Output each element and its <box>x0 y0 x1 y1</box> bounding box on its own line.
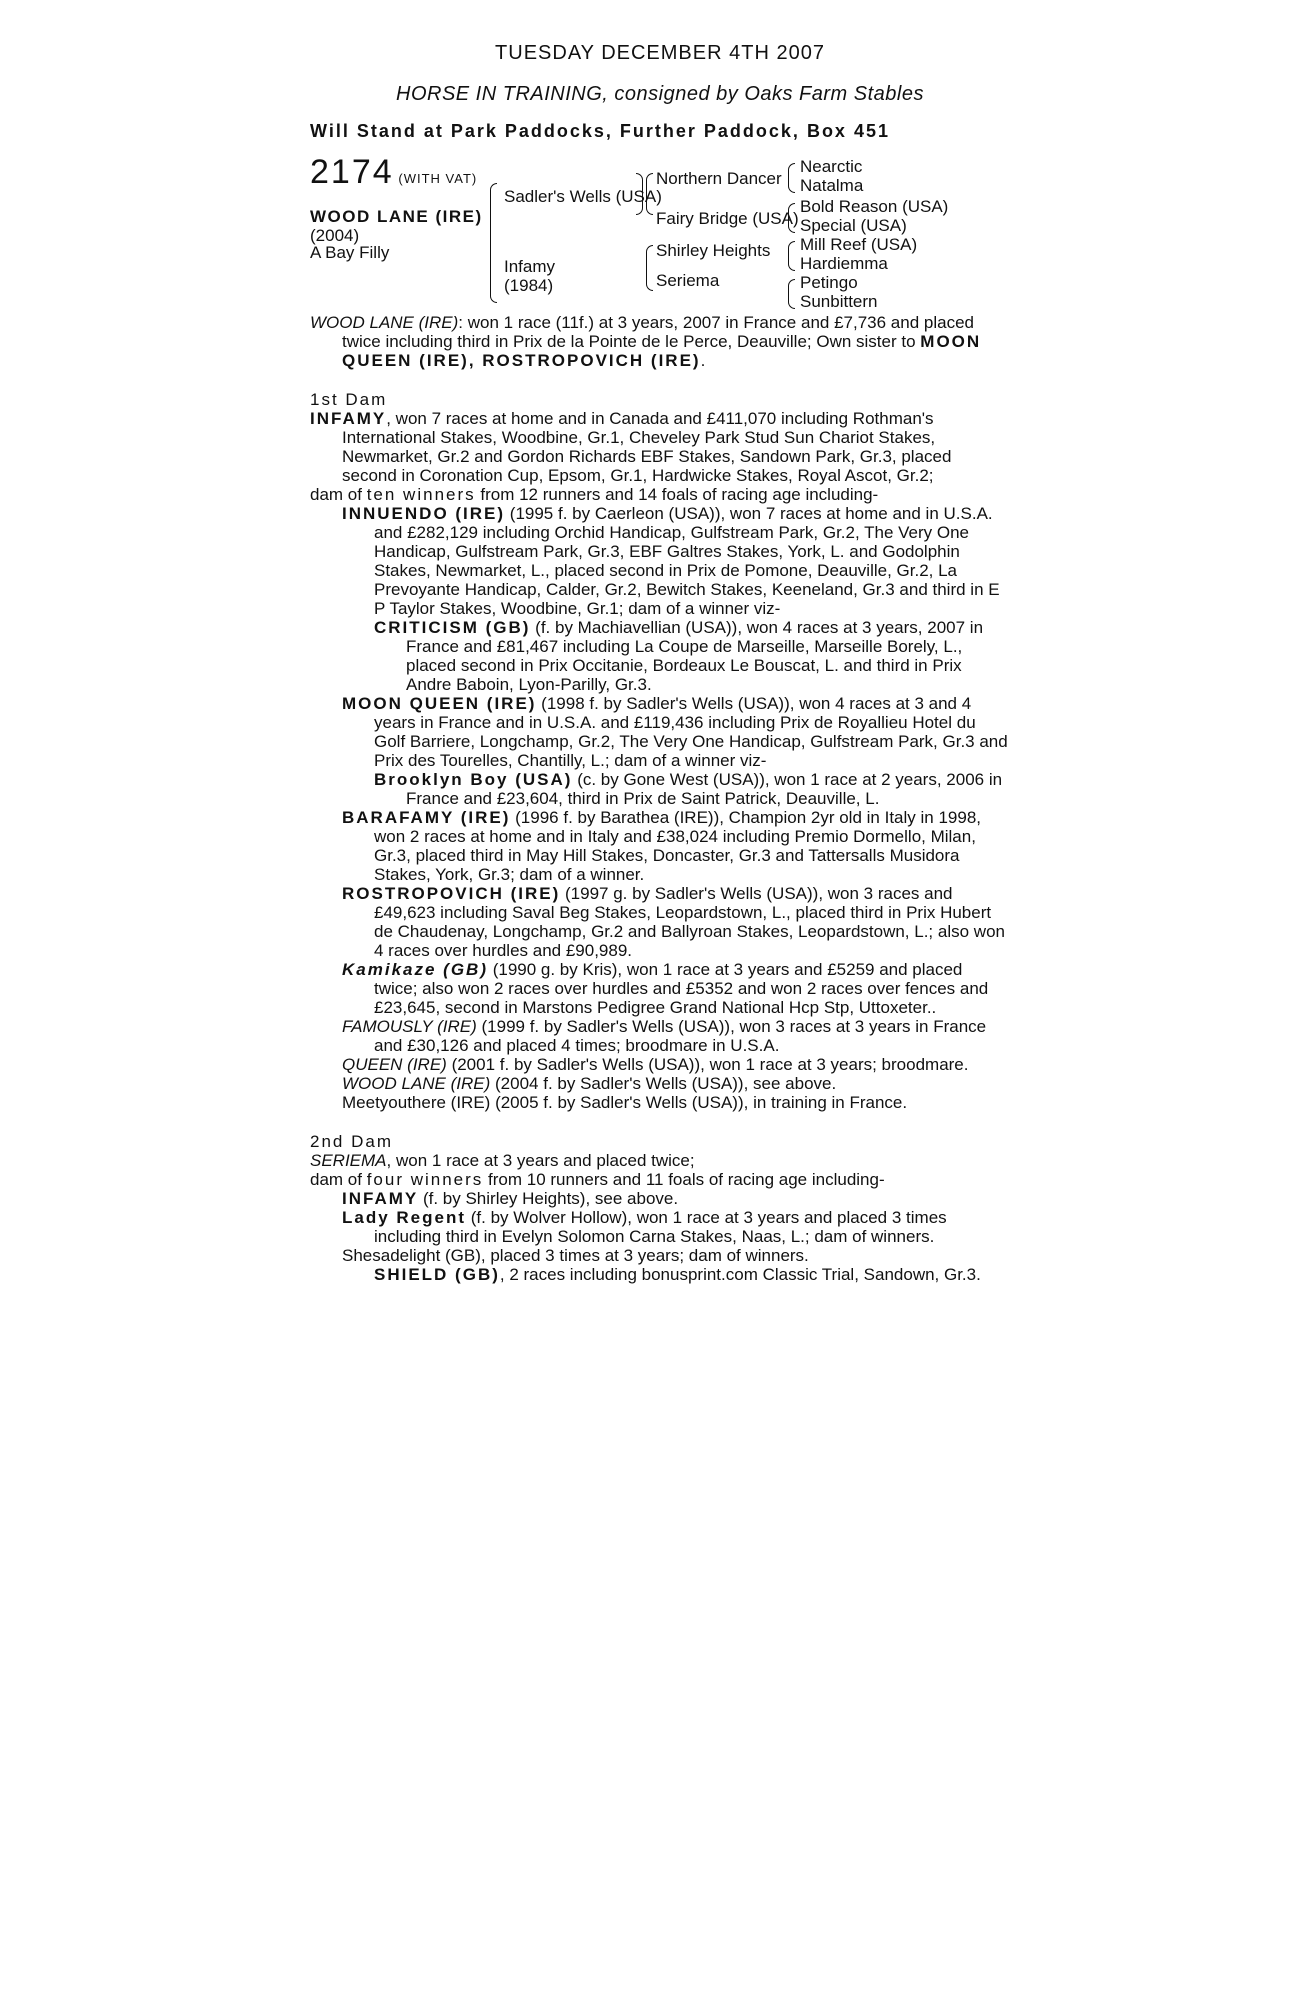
dam-of-post: from 10 runners and 11 foals of racing age including- <box>483 1170 885 1189</box>
vat-note: (WITH VAT) <box>398 171 478 186</box>
progeny-text: (2005 f. by Sadler's Wells (USA)), in training in France. <box>490 1093 908 1112</box>
list-item <box>310 960 1010 1017</box>
progeny-text: , placed 3 times at 3 years; dam of winners. <box>480 1246 809 1265</box>
dam-dam-dam: Sunbittern <box>800 292 878 311</box>
second-dam-name: SERIEMA <box>310 1151 387 1170</box>
brace-sire <box>646 173 653 215</box>
sale-date: TUESDAY DECEMBER 4TH 2007 <box>495 42 825 64</box>
brace-ss <box>788 163 795 193</box>
first-dam-heading: 1st Dam <box>310 390 388 409</box>
progeny-text: (1996 f. by Barathea (IRE)), Champion 2yr old in Italy in 1998, won 2 races at home and in Italy and £38,024 including Premio Dormello, Milan, Gr.3, placed third in May Hill Stakes, Doncaster, Gr.3 and Tattersalls Musidora Stakes, York, Gr.3; dam of a winner. <box>374 808 981 884</box>
summary-name: WOOD LANE (IRE) <box>310 313 459 332</box>
first-dam-produce <box>310 485 1010 504</box>
progeny-text: (f. by Machiavellian (USA)), won 4 races at 3 years, 2007 in France and £81,467 including La Coupe de Marseille, Marseille Borely, L., placed second in Prix Occitanie, Bordeaux Le Bouscat, L. and third in Prix Andre Baboin, Lyon-Parilly, Gr.3. <box>406 618 984 694</box>
progeny-name: Meetyouthere (IRE) <box>342 1093 491 1112</box>
dam-sire-dam: Hardiemma <box>800 254 888 273</box>
list-item <box>310 1208 1010 1246</box>
brace-dd <box>788 279 795 309</box>
progeny-text: (2001 f. by Sadler's Wells (USA)), won 1 race at 3 years; broodmare. <box>446 1055 969 1074</box>
sire-dam-dam: Special (USA) <box>800 216 907 235</box>
list-item <box>310 884 1010 960</box>
horse-description: A Bay Filly <box>310 243 390 262</box>
stand-location: Will Stand at Park Paddocks, Further Paddock, Box 451 <box>310 121 890 141</box>
list-item <box>310 770 1010 808</box>
progeny-text: (c. by Gone West (USA)), won 1 race at 2 years, 2006 in France and £23,604, third in Prix de Saint Patrick, Deauville, L. <box>406 770 1003 808</box>
lot-number: 2174 <box>310 153 394 191</box>
consignor-line: HORSE IN TRAINING, consigned by Oaks Farm Stables <box>396 83 924 105</box>
dam-dam: Seriema <box>656 271 720 290</box>
catalogue-page <box>310 44 1010 1284</box>
dam-year: (1984) <box>504 276 554 295</box>
progeny-text: (f. by Shirley Heights), see above. <box>418 1189 679 1208</box>
dam-name: Infamy <box>504 257 556 276</box>
progeny-name: BARAFAMY (IRE) <box>342 808 511 827</box>
brace-dam <box>646 245 653 291</box>
progeny-text: (f. by Wolver Hollow), won 1 race at 3 years and placed 3 times including third in Evelyn Solomon Carna Stakes, Naas, L.; dam of winners. <box>374 1208 947 1246</box>
list-item <box>310 694 1010 770</box>
list-item <box>310 1055 1010 1074</box>
progeny-name: MOON QUEEN (IRE) <box>342 694 537 713</box>
first-dam-record <box>310 409 1010 485</box>
dam-sire: Shirley Heights <box>656 241 771 260</box>
progeny-name: FAMOUSLY (IRE) <box>342 1017 477 1036</box>
sire-sire-sire: Nearctic <box>800 157 863 176</box>
list-item <box>310 504 1010 618</box>
horse-name: WOOD LANE (IRE) <box>310 207 483 226</box>
lot-number-line <box>310 153 478 191</box>
progeny-text: (1998 f. by Sadler's Wells (USA)), won 4 races at 3 and 4 years in France and in U.S.A. and £119,436 including Prix de Royallieu Hotel du Golf Barriere, Longchamp, Gr.2, The Very One Handicap, Gulfstream Park, Gr.3 and Prix des Tourelles, Chantilly, L.; dam of a winner viz- <box>374 694 1008 770</box>
progeny-name: SHIELD (GB) <box>374 1265 500 1284</box>
sire-sire-dam: Natalma <box>800 176 864 195</box>
list-item <box>310 1093 1010 1112</box>
list-item <box>310 1017 1010 1055</box>
sire-sire: Northern Dancer <box>656 169 782 188</box>
dam-sire-sire: Mill Reef (USA) <box>800 235 918 254</box>
sire-dam-sire: Bold Reason (USA) <box>800 197 949 216</box>
summary-sisters: MOON QUEEN (IRE), ROSTROPOVICH (IRE) <box>342 332 982 370</box>
dam-dam-sire: Petingo <box>800 273 858 292</box>
list-item <box>310 1074 1010 1093</box>
progeny-name: INFAMY <box>342 1189 419 1208</box>
pedigree-table <box>310 153 1010 313</box>
progeny-name: Brooklyn Boy (USA) <box>374 770 573 789</box>
progeny-text: (1999 f. by Sadler's Wells (USA)), won 3 races at 3 years in France and £30,126 and placed 4 times; broodmare in U.S.A. <box>374 1017 987 1055</box>
brace-sd <box>788 203 795 233</box>
progeny-name: Lady Regent <box>342 1208 467 1227</box>
progeny-text: (1995 f. by Caerleon (USA)), won 7 races at home and in U.S.A. and £282,129 including Orchid Handicap, Gulfstream Park, Gr.2, The Very One Handicap, Gulfstream Park, Gr.3, EBF Galtres Stakes, York, L. and Godolphin Stakes, Newmarket, L., placed second in Prix de Pomone, Deauville, Gr.2, La Prevoyante Handicap, Calder, Gr.2, Bewitch Stakes, Keeneland, Gr.3 and third in E P Taylor Stakes, Woodbine, Gr.1; dam of a winner viz- <box>374 504 1000 618</box>
second-dam-heading: 2nd Dam <box>310 1132 393 1151</box>
progeny-text: , 2 races including bonusprint.com Classic Trial, Sandown, Gr.3. <box>499 1265 981 1284</box>
summary-text: : won 1 race (11f.) at 3 years, 2007 in France and £7,736 and placed twice including third in Prix de la Pointe de le Perce, Deauville; Own sister to <box>342 313 974 351</box>
dam-of-label: dam of <box>310 1170 367 1189</box>
progeny-name: CRITICISM (GB) <box>374 618 531 637</box>
first-dam-name: INFAMY <box>310 409 387 428</box>
sire-dam: Fairy Bridge (USA) <box>656 209 799 228</box>
second-dam-record <box>310 1151 1010 1170</box>
horse-year: (2004) <box>310 226 360 245</box>
horse-summary <box>310 313 1010 370</box>
progeny-name: ROSTROPOVICH (IRE) <box>342 884 561 903</box>
summary-end: . <box>700 351 706 370</box>
progeny-name: INNUENDO (IRE) <box>342 504 506 523</box>
brace-gen1 <box>490 183 497 303</box>
list-item <box>310 1189 1010 1208</box>
second-dam-produce <box>310 1170 1010 1189</box>
list-item <box>310 1246 1010 1265</box>
progeny-name: WOOD LANE (IRE) <box>342 1074 491 1093</box>
progeny-name: Shesadelight (GB) <box>342 1246 481 1265</box>
dam-of-post: from 12 runners and 14 foals of racing age including- <box>475 485 879 504</box>
dam-of-label: dam of <box>310 485 367 504</box>
list-item <box>310 1265 1010 1284</box>
winners-count: ten winners <box>366 485 476 504</box>
progeny-text: (1997 g. by Sadler's Wells (USA)), won 3 races and £49,623 including Saval Beg Stakes, Leopardstown, L., placed third in Prix Hubert de Chaudenay, Longchamp, Gr.2 and Ballyroan Stakes, Leopardstown, L.; also won 4 races over hurdles and £90,989. <box>374 884 1005 960</box>
list-item <box>310 618 1010 694</box>
brace-sire-r <box>636 173 643 215</box>
second-dam-text: , won 1 race at 3 years and placed twice; <box>386 1151 695 1170</box>
progeny-text: (2004 f. by Sadler's Wells (USA)), see above. <box>490 1074 837 1093</box>
sire-name: Sadler's Wells (USA) <box>504 187 662 206</box>
winners-count: four winners <box>366 1170 484 1189</box>
progeny-name: QUEEN (IRE) <box>342 1055 447 1074</box>
progeny-text: (1990 g. by Kris), won 1 race at 3 years and £5259 and placed twice; also won 2 races over hurdles and £5352 and won 2 races over fences and £23,645, second in Marstons Pedigree Grand National Hcp Stp, Uttoxeter.. <box>374 960 989 1017</box>
brace-ds <box>788 241 795 271</box>
progeny-name: Kamikaze (GB) <box>342 960 488 979</box>
list-item <box>310 808 1010 884</box>
first-dam-text: , won 7 races at home and in Canada and £411,070 including Rothman's International Stakes, Woodbine, Gr.1, Cheveley Park Stud Sun Chariot Stakes, Newmarket, Gr.2 and Gordon Richards EBF Stakes, Sandown Park, Gr.3, placed second in Coronation Cup, Epsom, Gr.1, Hardwicke Stakes, Royal Ascot, Gr.2; <box>342 409 952 485</box>
